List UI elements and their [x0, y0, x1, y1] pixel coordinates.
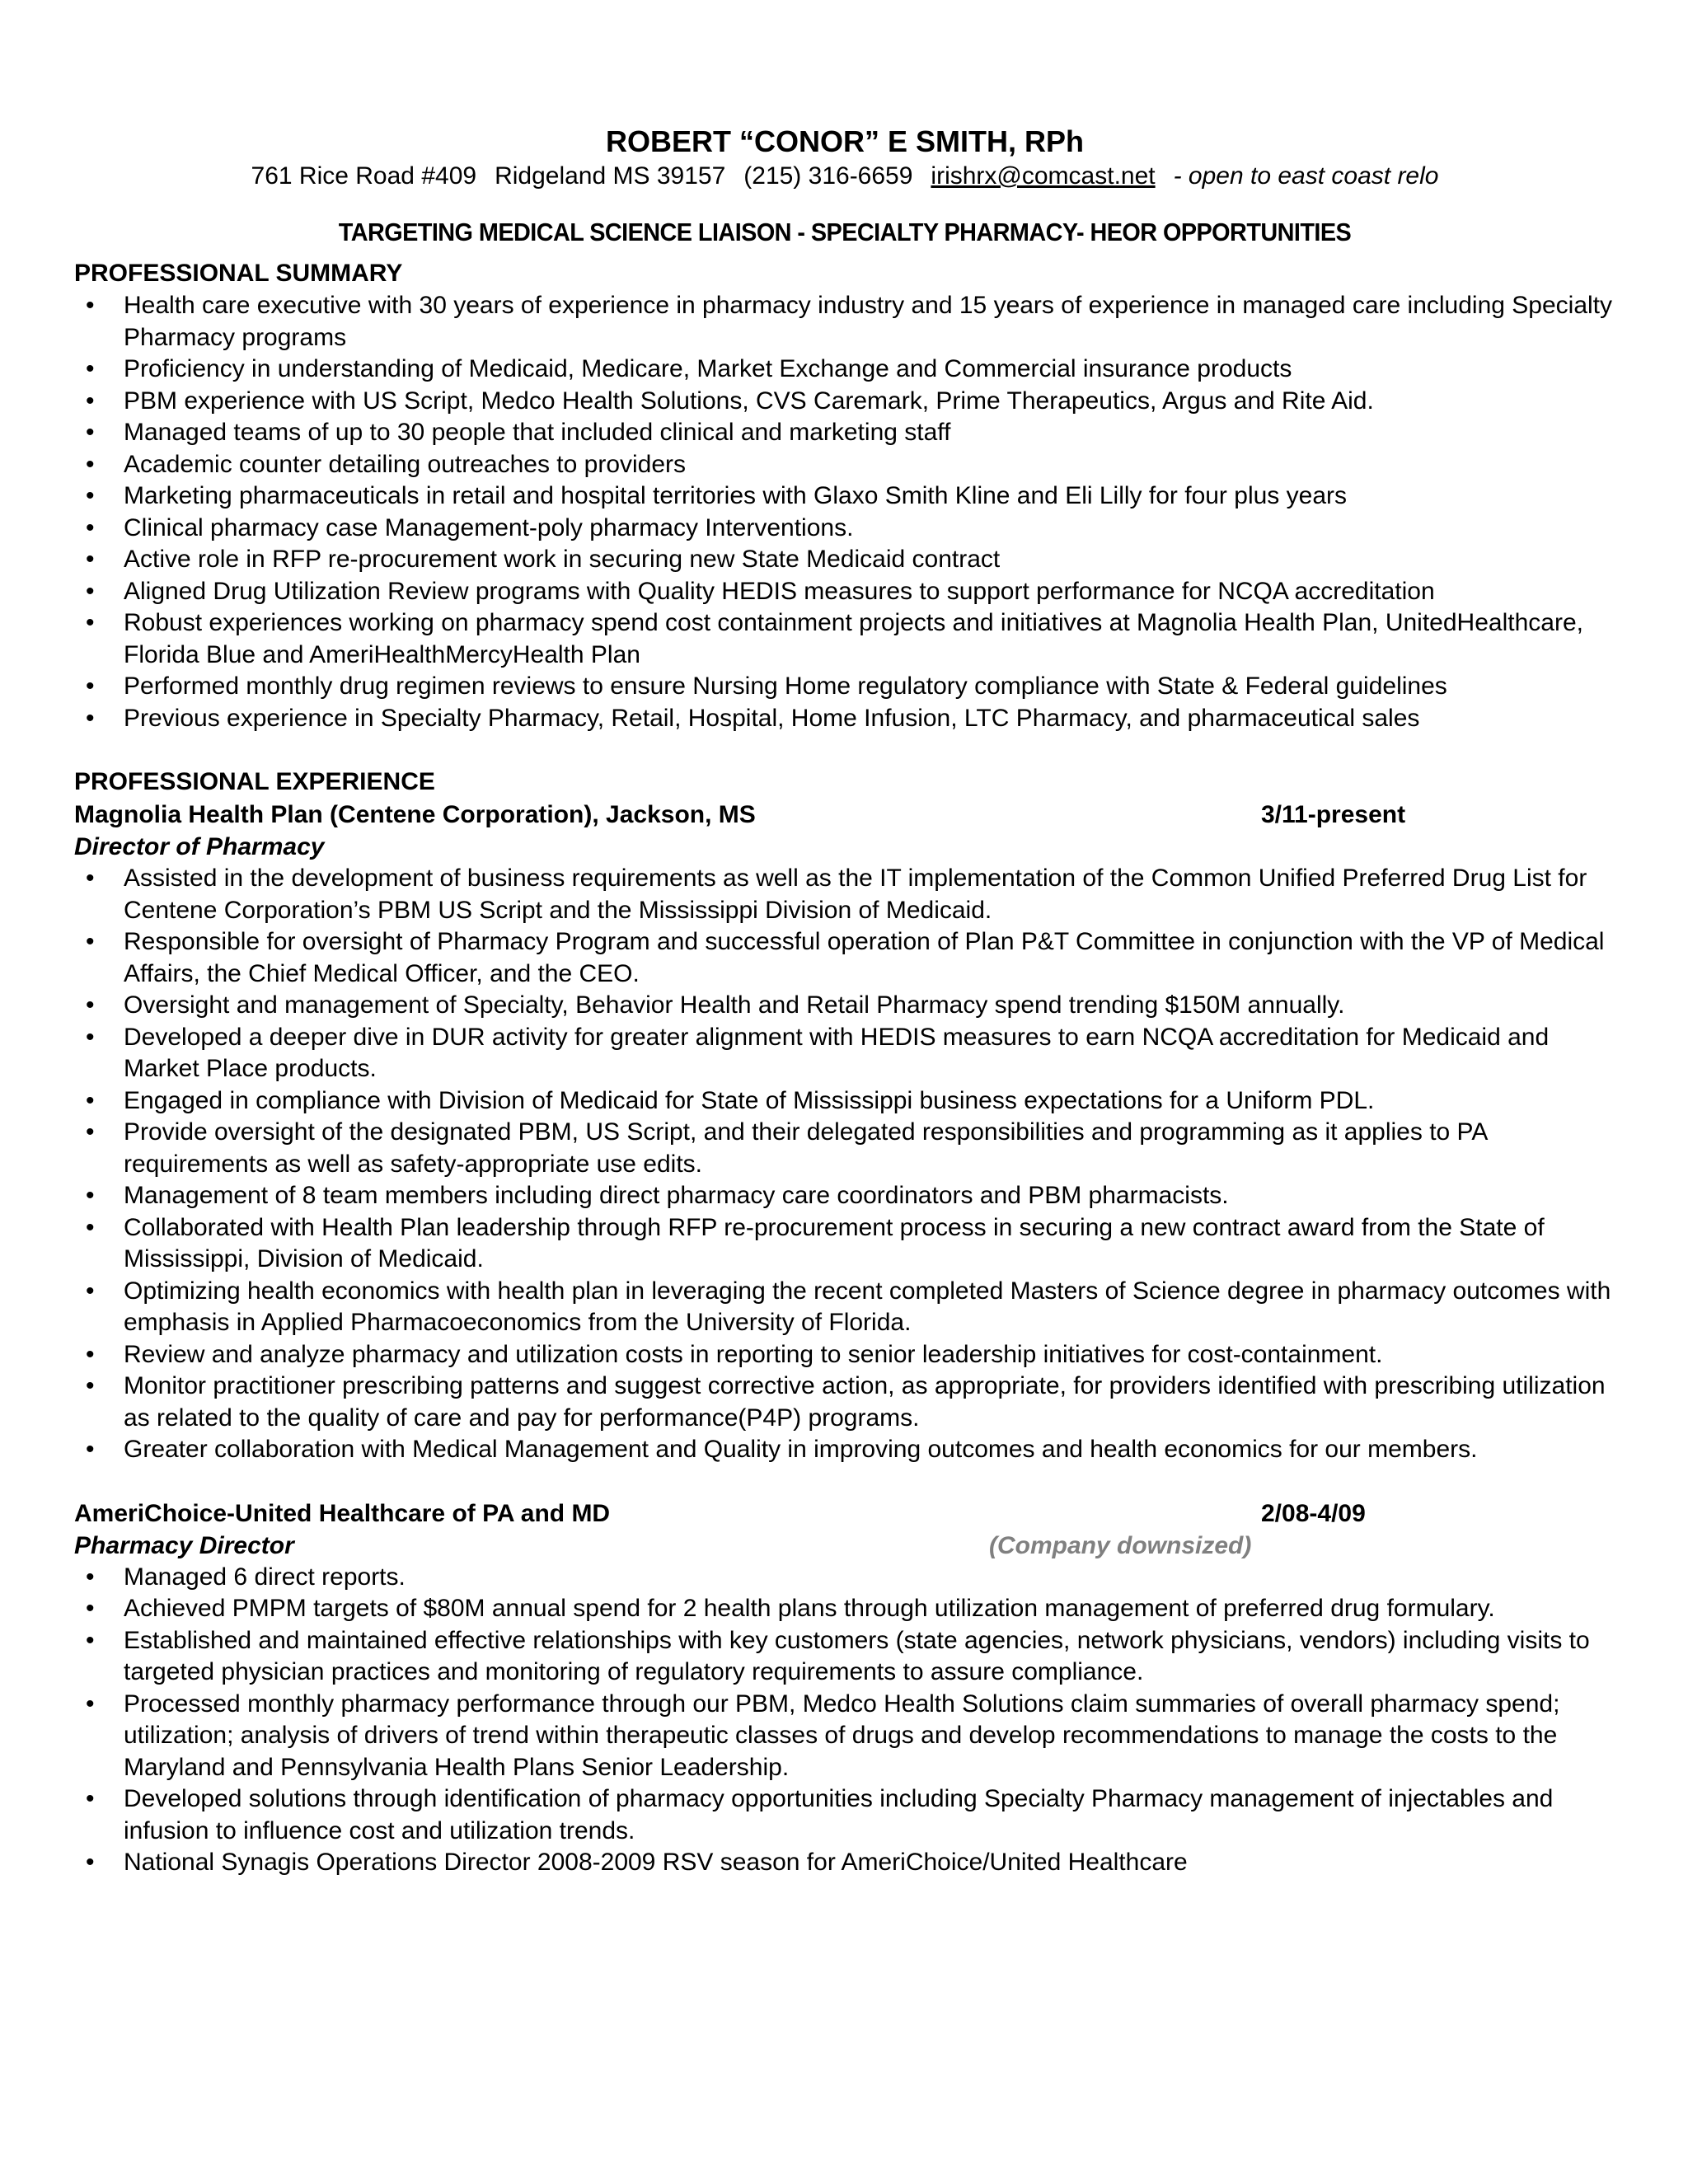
- list-item: • Health care executive with 30 years of experience in pharmacy industry and 15 years of experience in managed care including Specialty Pharmacy programs: [74, 290, 1615, 354]
- resume-page: [74, 124, 1615, 1879]
- list-item: • Robust experiences working on pharmacy spend cost containment projects and initiatives at Magnolia Health Plan, UnitedHealthcare, Florida Blue and AmeriHealthMercyHealth Plan: [74, 607, 1615, 671]
- job-note: (Company downsized): [989, 1531, 1252, 1559]
- job-entry: [74, 799, 1615, 1466]
- job-header: [74, 799, 1615, 832]
- list-item: • Performed monthly drug regimen reviews to ensure Nursing Home regulatory compliance with State & Federal guidelines: [74, 671, 1615, 703]
- list-item: • Achieved PMPM targets of $80M annual spend for 2 health plans through utilization management of preferred drug formulary.: [74, 1593, 1615, 1625]
- list-item: • Active role in RFP re-procurement work in securing new State Medicaid contract: [74, 544, 1615, 576]
- relocation-note: - open to east coast relo: [1173, 162, 1439, 190]
- job-duties: [74, 1562, 1615, 1879]
- target-headline: TARGETING MEDICAL SCIENCE LIAISON - SPECIALTY PHARMACY- HEOR OPPORTUNITIES: [338, 218, 1352, 246]
- list-item: • Developed solutions through identification of pharmacy opportunities including Specialty Pharmacy management of injectables and infusion to influence cost and utilization trends.: [74, 1783, 1615, 1847]
- job-header: [74, 1497, 1615, 1530]
- city-state-zip: Ridgeland MS 39157: [495, 162, 726, 190]
- list-item: • Review and analyze pharmacy and utilization costs in reporting to senior leadership initiatives for cost-containment.: [74, 1339, 1615, 1371]
- list-item: • Aligned Drug Utilization Review programs with Quality HEDIS measures to support performance for NCQA accreditation: [74, 576, 1615, 608]
- list-item: • Clinical pharmacy case Management-poly pharmacy Interventions.: [74, 513, 1615, 545]
- list-item: • Oversight and management of Specialty, Behavior Health and Retail Pharmacy spend trending $150M annually.: [74, 990, 1615, 1022]
- list-item: • Established and maintained effective relationships with key customers (state agencies, network physicians, vendors) including visits to targeted physician practices and monitoring of regulatory requirements to assure compliance.: [74, 1625, 1615, 1689]
- list-item: • Collaborated with Health Plan leadership through RFP re-procurement process in securing a new contract award from the State of Mississippi, Division of Medicaid.: [74, 1212, 1615, 1276]
- list-item: • Academic counter detailing outreaches to providers: [74, 449, 1615, 481]
- job-role-line: [74, 832, 1615, 863]
- job-role: Director of Pharmacy: [74, 833, 325, 860]
- job-dates: 2/08-4/09: [1261, 1499, 1366, 1527]
- contact-line: [74, 160, 1615, 193]
- employer: AmeriChoice-United Healthcare of PA and MD: [74, 1499, 611, 1527]
- list-item: • Management of 8 team members including direct pharmacy care coordinators and PBM pharmacists.: [74, 1180, 1615, 1212]
- phone: (215) 316-6659: [743, 162, 913, 190]
- job-duties: [74, 863, 1615, 1466]
- experience-section: [74, 766, 1615, 1879]
- job-role: Pharmacy Director: [74, 1531, 294, 1559]
- list-item: • Optimizing health economics with health plan in leveraging the recent completed Masters of Science degree in pharmacy outcomes with emphasis in Applied Pharmacoeconomics from the University of Florida.: [74, 1276, 1615, 1339]
- list-item: • Processed monthly pharmacy performance through our PBM, Medco Health Solutions claim summaries of overall pharmacy spend; utilization; analysis of drivers of trend within therapeutic classes of drugs and develop recommendations to manage the costs to the Maryland and Pennsylvania Health Plans Senior Leadership.: [74, 1689, 1615, 1784]
- list-item: • Marketing pharmaceuticals in retail and hospital territories with Glaxo Smith Kline and Eli Lilly for four plus years: [74, 480, 1615, 513]
- list-item: • Engaged in compliance with Division of Medicaid for State of Mississippi business expectations for a Uniform PDL.: [74, 1085, 1615, 1118]
- employer: Magnolia Health Plan (Centene Corporation), Jackson, MS: [74, 801, 756, 828]
- summary-title: PROFESSIONAL SUMMARY: [74, 260, 403, 287]
- list-item: • Greater collaboration with Medical Management and Quality in improving outcomes and health economics for our members.: [74, 1434, 1615, 1466]
- list-item: • National Synagis Operations Director 2008-2009 RSV season for AmeriChoice/United Healthcare: [74, 1847, 1615, 1879]
- list-item: • Proficiency in understanding of Medicaid, Medicare, Market Exchange and Commercial insurance products: [74, 354, 1615, 386]
- job-dates: 3/11-present: [1261, 801, 1406, 828]
- list-item: • Responsible for oversight of Pharmacy Program and successful operation of Plan P&T Committee in conjunction with the VP of Medical Affairs, the Chief Medical Officer, and the CEO.: [74, 926, 1615, 990]
- candidate-name: ROBERT “CONOR” E SMITH, RPh: [605, 124, 1084, 158]
- list-item: • Previous experience in Specialty Pharmacy, Retail, Hospital, Home Infusion, LTC Pharmacy, and pharmaceutical sales: [74, 703, 1615, 735]
- summary-list: [74, 290, 1615, 734]
- list-item: • Developed a deeper dive in DUR activity for greater alignment with HEDIS measures to earn NCQA accreditation for Medicaid and Market Place products.: [74, 1022, 1615, 1085]
- list-item: • PBM experience with US Script, Medco Health Solutions, CVS Caremark, Prime Therapeutics, Argus and Rite Aid.: [74, 386, 1615, 418]
- experience-title: PROFESSIONAL EXPERIENCE: [74, 768, 435, 795]
- list-item: • Managed teams of up to 30 people that included clinical and marketing staff: [74, 417, 1615, 449]
- job-entry: [74, 1497, 1615, 1879]
- list-item: • Provide oversight of the designated PBM, US Script, and their delegated responsibilities and programming as it applies to PA requirements as well as safety-appropriate use edits.: [74, 1117, 1615, 1180]
- address: 761 Rice Road #409: [251, 162, 477, 190]
- list-item: • Assisted in the development of business requirements as well as the IT implementation of the Common Unified Preferred Drug List for Centene Corporation’s PBM US Script and the Mississippi Division of Medicaid.: [74, 863, 1615, 926]
- email-link[interactable]: irishrx@comcast.net: [931, 162, 1156, 190]
- list-item: • Monitor practitioner prescribing patterns and suggest corrective action, as appropriate, for providers identified with prescribing utilization as related to the quality of care and pay for performance(P4P) programs.: [74, 1371, 1615, 1434]
- list-item: • Managed 6 direct reports.: [74, 1562, 1615, 1594]
- summary-section: [74, 257, 1615, 734]
- job-role-line: [74, 1530, 1615, 1562]
